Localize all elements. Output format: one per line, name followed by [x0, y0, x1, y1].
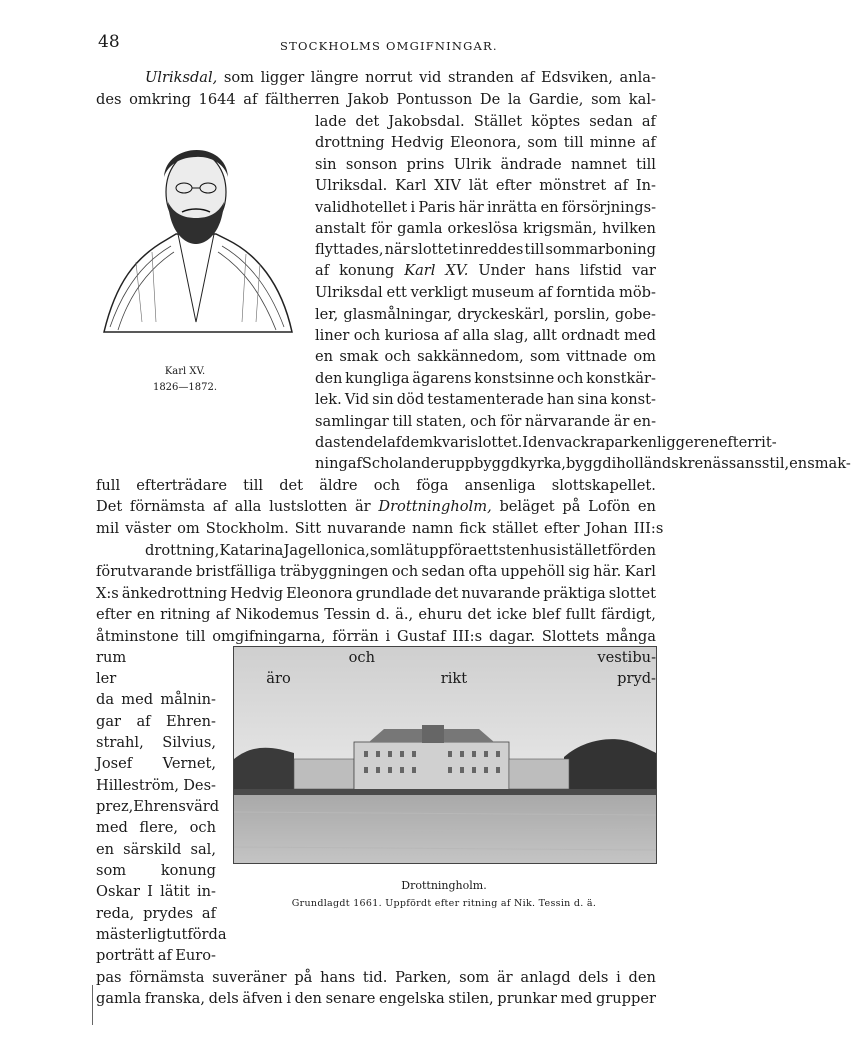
- text-line: drottning Hedvig Eleonora, som till minne af: [315, 134, 656, 151]
- text-line: mästerligt utförda: [96, 926, 227, 943]
- text-line: förutvarande bristfälliga träbyggningen och sedan ofta uppehöll sig här. Karl: [96, 563, 656, 580]
- text-line: åtminstone till omgifningarna, förrän i Gustaf III:s dagar. Slottets många: [96, 628, 656, 645]
- text-line: af konung Karl XV. Under hans lifstid var: [315, 262, 656, 279]
- text-line: des omkring 1644 af fältherren Jakob Pontusson De la Gardie, som kal-: [96, 91, 656, 108]
- text-line: efter en ritning af Nikodemus Tessin d. ä., ehuru det icke blef fullt färdigt,: [96, 606, 656, 623]
- text-line: gamla franska, dels äfven i den senare engelska stilen, prunkar med grupper: [96, 990, 656, 1007]
- text-line: samlingar till staten, och för närvarande är en-: [315, 413, 656, 430]
- text-line: Ulriksdal ett verkligt museum af forntida möb-: [315, 284, 656, 301]
- portrait-caption-years: 1826—1872.: [152, 382, 218, 393]
- text-line: ning af Scholander uppbyggd kyrka, byggd i holländsk renässansstil, en smak-: [315, 455, 851, 472]
- text-line: dast en del af dem kvar i slottet. I den vackra parken ligger en efter rit-: [315, 434, 777, 451]
- text-line: flyttades, när slottet inreddes till sommarboning: [315, 241, 656, 258]
- portrait-icon: [96, 122, 296, 342]
- text-line: den kungliga ägarens konstsinne och konstkär-: [315, 370, 656, 387]
- page-edge-mark: [92, 985, 93, 1025]
- text-line: med flere, och: [96, 819, 216, 836]
- text-line: drottning, Katarina Jagellonica, som lät uppföra ett stenhus i stället för den: [145, 542, 656, 559]
- text-line: da med målnin-: [96, 691, 216, 708]
- text-line: porträtt af Euro-: [96, 947, 216, 964]
- running-head: STOCKHOLMS OMGIFNINGAR.: [280, 39, 498, 53]
- text-line: full efterträdare till det äldre och föga ansenliga slottskapellet.: [96, 477, 656, 494]
- photo-caption-detail: Grundlagdt 1661. Uppfördt efter ritning af Nik. Tessin d. ä.: [291, 898, 597, 909]
- text-line: som konung: [96, 862, 216, 879]
- portrait-engraving: [96, 122, 296, 342]
- page-number: 48: [98, 32, 120, 52]
- portrait-caption-name: Karl XV.: [164, 366, 206, 377]
- text-line: mil väster om Stockholm. Sitt nuvarande namn fick stället efter Johan III:s: [96, 520, 664, 537]
- photo-caption-title: Drottningholm.: [401, 879, 487, 892]
- text-line: prez, Ehrensvärd: [96, 798, 220, 815]
- text-line: lek. Vid sin död testamenterade han sina konst-: [315, 391, 656, 408]
- text-line: Ulriksdal, som ligger längre norrut vid stranden af Edsviken, anla-: [145, 69, 656, 86]
- text-line: Det förnämsta af alla lustslotten är Drottningholm, beläget på Lofön en: [96, 498, 656, 515]
- text-line: sin sonson prins Ulrik ändrade namnet till: [315, 156, 656, 173]
- text-line: liner och kuriosa af alla slag, allt ordnadt med: [315, 327, 656, 344]
- text-line: ler äro rikt pryd-: [96, 670, 656, 687]
- text-line: Oskar I lätit in-: [96, 883, 216, 900]
- text-line: Hilleström, Des-: [96, 777, 216, 794]
- text-line: Ulriksdal. Karl XIV lät efter mönstret af In-: [315, 177, 656, 194]
- text-line: Josef Vernet,: [96, 755, 216, 772]
- text-line: strahl, Silvius,: [96, 734, 216, 751]
- text-line: X:s änkedrottning Hedvig Eleonora grundlade det nuvarande präktiga slottet: [96, 585, 656, 602]
- text-line: rum och vestibu-: [96, 649, 656, 666]
- text-line: gar af Ehren-: [96, 713, 216, 730]
- text-line: reda, prydes af: [96, 905, 216, 922]
- text-line: en smak och sakkännedom, som vittnade om: [315, 348, 656, 365]
- text-line: en särskild sal,: [96, 841, 216, 858]
- text-line: anstalt för gamla orkeslösa krigsmän, hvilken: [315, 220, 656, 237]
- text-line: validhotellet i Paris här inrätta en försörjnings-: [315, 199, 656, 216]
- text-line: pas förnämsta suveräner på hans tid. Parken, som är anlagd dels i den: [96, 969, 656, 986]
- text-line: lade det Jakobsdal. Stället köptes sedan af: [315, 113, 656, 130]
- text-line: ler, glasmålningar, dryckeskärl, porslin, gobe-: [315, 306, 656, 323]
